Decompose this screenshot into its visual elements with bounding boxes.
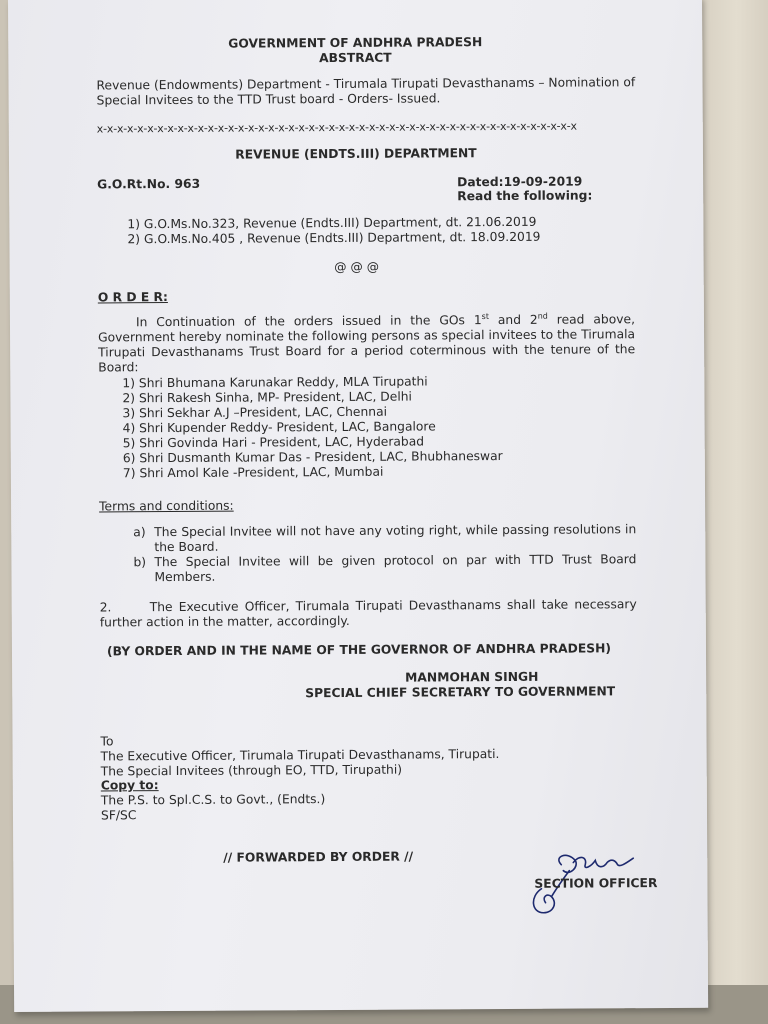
invitee-item: 6) Shri Dusmanth Kumar Das - President, LAC, Bhubhaneswar — [122, 448, 503, 466]
order-paragraph — [98, 312, 635, 375]
to-label: To — [100, 734, 114, 749]
at-symbols: @ @ @ — [334, 259, 380, 275]
forwarded-line: // FORWARDED BY ORDER // — [223, 849, 414, 865]
term-marker: b) — [133, 555, 147, 570]
order-heading: O R D E R: — [97, 290, 168, 305]
term-text: The Special Invitee will be given protocol on par with TTD Trust Board Members. — [154, 552, 637, 585]
read-following: Read the following: — [457, 188, 593, 204]
invitee-item: 2) Shri Rakesh Sinha, MP- President, LAC, Delhi — [122, 389, 412, 406]
term-text: The Special Invitee will not have any voting right, while passing resolutions in the Board. — [154, 522, 637, 555]
invitee-item: 1) Shri Bhumana Karunakar Reddy, MLA Tirupathi — [122, 374, 428, 391]
invitee-item: 3) Shri Sekhar A.J –President, LAC, Chennai — [122, 404, 388, 421]
invitee-item: 5) Shri Govinda Hari - President, LAC, Hyderabad — [122, 434, 425, 451]
abstract-heading: ABSTRACT — [319, 50, 392, 66]
dated: Dated:19-09-2019 — [457, 174, 583, 190]
department-heading: REVENUE (ENDTS.III) DEPARTMENT — [235, 146, 477, 162]
invitee-item: 7) Shri Amol Kale -President, LAC, Mumbai — [122, 464, 384, 481]
section-officer: SECTION OFFICER — [534, 876, 658, 891]
copy-line: SF/SC — [100, 808, 137, 823]
order-sup-1: st — [481, 311, 489, 322]
document-page — [8, 0, 708, 1012]
invitee-item: 4) Shri Kupender Reddy- President, LAC, Bangalore — [122, 419, 436, 436]
order-text-3: read above, Government hereby nominate the following persons as special invitees to the Tirumala Tirupati Devasthanams Trust Board for a period coterminous with the tenure of the Board: — [98, 312, 636, 375]
to-line: The Executive Officer, Tirumala Tirupati Devasthanams, Tirupati. — [100, 747, 500, 764]
government-heading: GOVERNMENT OF ANDHRA PRADESH — [228, 35, 483, 51]
para2-text: The Executive Officer, Tirumala Tirupati Devasthanams shall take necessary further action in the matter, accordingly. — [99, 597, 637, 630]
order-sup-2: nd — [537, 311, 548, 321]
reference-item: 2) G.O.Ms.No.405 , Revenue (Endts.III) Department, dt. 18.09.2019 — [127, 229, 541, 247]
subject-line-1: Revenue (Endowments) Department - Tirumala Tirupati Devasthanams – Nomination of — [96, 75, 636, 93]
terms-heading: Terms and conditions: — [99, 498, 234, 514]
copy-heading: Copy to: — [100, 778, 159, 793]
by-order-line: (BY ORDER AND IN THE NAME OF THE GOVERNOR OF ANDHRA PRADESH) — [106, 641, 612, 659]
para2-number: 2. — [99, 600, 112, 615]
go-number: G.O.Rt.No. 963 — [97, 176, 201, 192]
term-marker: a) — [133, 525, 146, 540]
signatory-name: MANMOHAN SINGH — [405, 669, 539, 685]
order-text-1: In Continuation of the orders issued in the GOs 1 — [135, 313, 482, 330]
subject-line-2: Special Invitees to the TTD Trust board - Orders- Issued. — [96, 91, 441, 108]
reference-item: 1) G.O.Ms.No.323, Revenue (Endts.III) Department, dt. 21.06.2019 — [127, 214, 537, 232]
to-line: The Special Invitees (through EO, TTD, Tirupathi) — [100, 762, 403, 779]
order-text-2: and 2 — [488, 312, 538, 328]
copy-line: The P.S. to Spl.C.S. to Govt., (Endts.) — [100, 792, 326, 808]
signatory-title: SPECIAL CHIEF SECRETARY TO GOVERNMENT — [305, 684, 616, 701]
separator-line: x-x-x-x-x-x-x-x-x-x-x-x-x-x-x-x-x-x-x-x-x-x-x-x-x-x-x-x-x-x-x-x-x-x-x-x-x-x-x-x-x-x-x-x-x-x-x-x — [96, 119, 577, 136]
